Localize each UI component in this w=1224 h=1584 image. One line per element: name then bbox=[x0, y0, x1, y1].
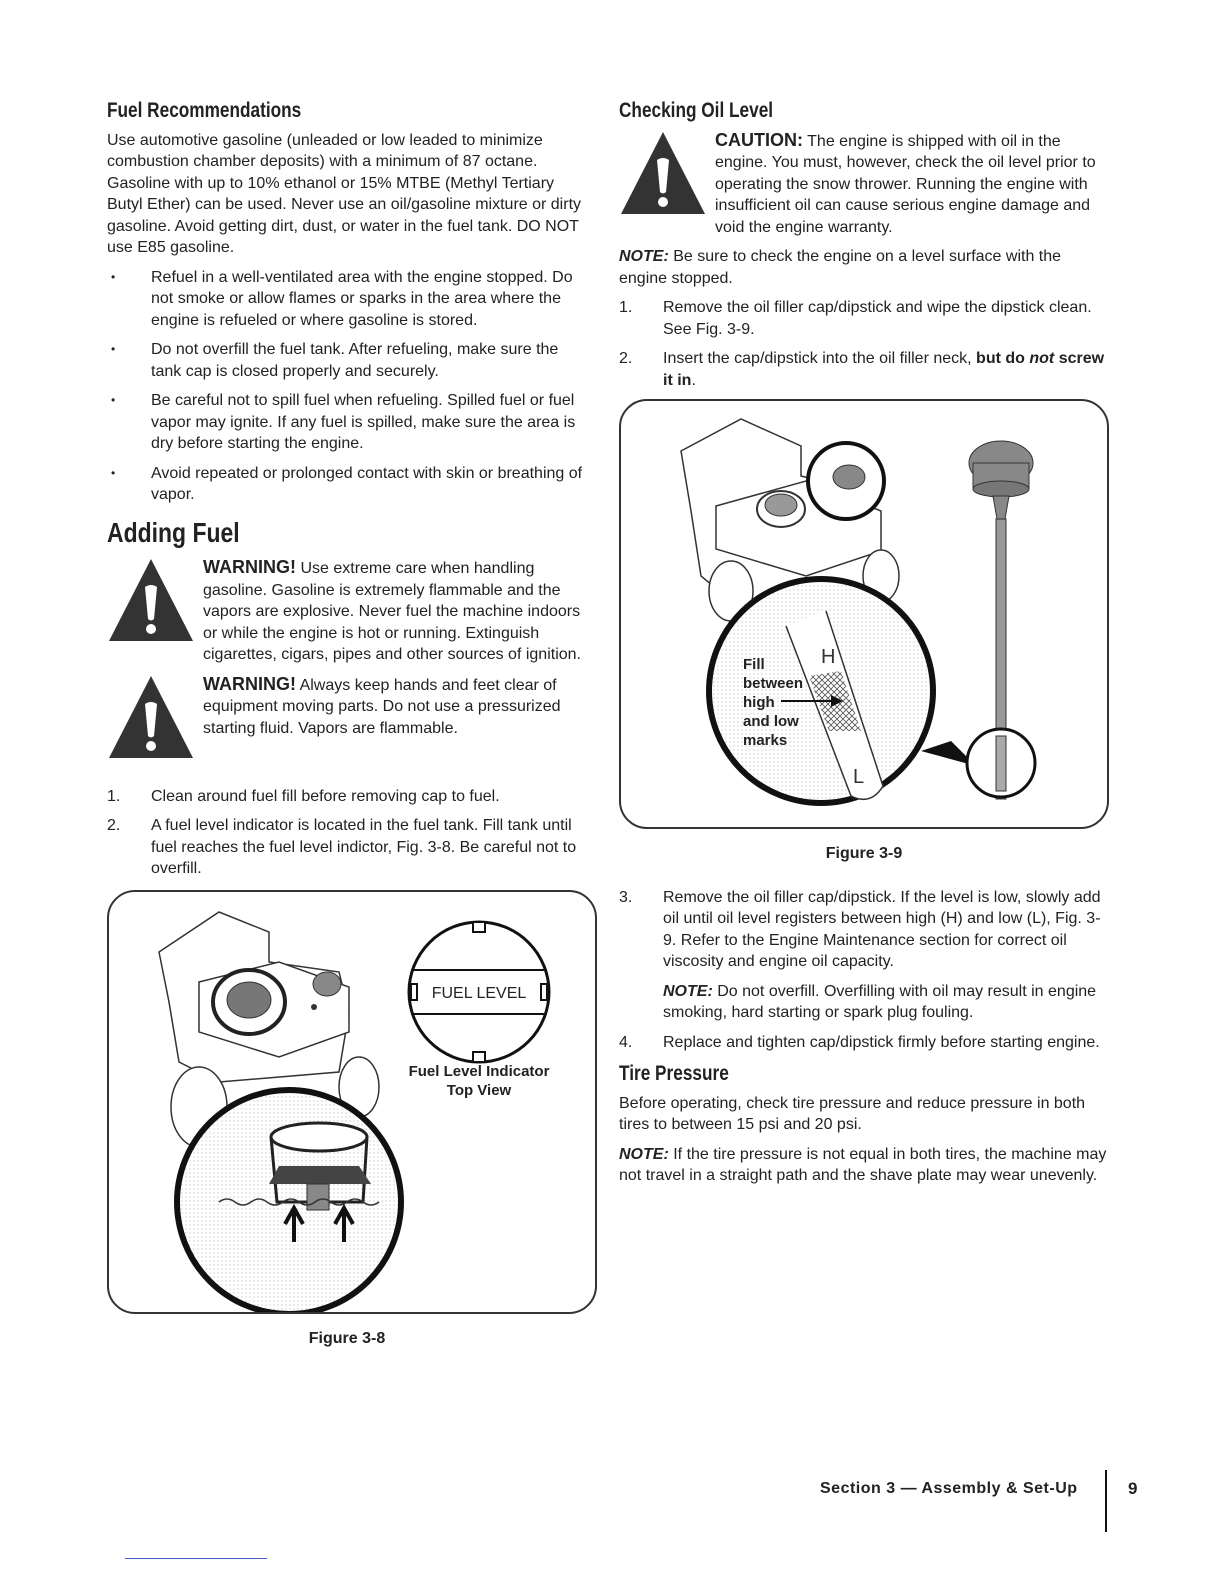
checking-oil-level-heading: Checking Oil Level bbox=[619, 99, 774, 122]
list-item bbox=[619, 297, 1109, 340]
warning-2-body: Always keep hands and feet clear of equipment moving parts. Do not use a pressurized starting fluid. Vapors are flammable. bbox=[203, 676, 561, 737]
fuel-recommendations-paragraph: Use automotive gasoline (unleaded or low leaded to minimize combustion chamber deposits) with a minimum of 87 octane. Gasoline with up to 10% ethanol or 15% MTBE (Methyl Tertiary Butyl Ether) can be used. Never use an oil/gasoline mixture or dirty gasoline. Avoid getting dirt, dust, or water in the fuel tank. DO NOT use E85 gasoline. bbox=[107, 131, 582, 256]
list-item bbox=[619, 1032, 1109, 1054]
fill-instruction-line: between bbox=[743, 675, 804, 692]
list-item: • Be careful not to spill fuel when refueling. Spilled fuel or fuel vapor may ignite. If any fuel is spilled, make sure the area is dry before starting the engine. bbox=[107, 390, 587, 455]
fill-instruction-line: high bbox=[743, 694, 775, 711]
list-item bbox=[619, 981, 1109, 1024]
step-text: Replace and tighten cap/dipstick firmly before starting engine. bbox=[663, 1033, 1100, 1051]
step-number: 1. bbox=[107, 787, 121, 805]
step-end: . bbox=[691, 371, 696, 389]
tire-pressure-heading: Tire Pressure bbox=[619, 1062, 729, 1085]
list-item bbox=[619, 887, 1109, 973]
step-number: 2. bbox=[107, 817, 121, 834]
dipstick-illustration bbox=[621, 401, 1107, 827]
note-label: NOTE: bbox=[619, 248, 669, 265]
step-bold: but do bbox=[976, 350, 1025, 367]
warning-2-text bbox=[195, 674, 587, 760]
caution-text bbox=[707, 130, 1109, 239]
fill-instruction-line: marks bbox=[743, 732, 788, 749]
bottom-rule bbox=[125, 1558, 267, 1559]
fuel-tank-illustration bbox=[109, 892, 595, 1312]
figure-3-8 bbox=[107, 890, 597, 1314]
figure-3-9 bbox=[619, 399, 1109, 829]
high-mark-label: H bbox=[821, 646, 836, 668]
step-bold-end: screw it in bbox=[663, 350, 1105, 389]
caution-triangle-icon bbox=[619, 130, 707, 216]
adding-fuel-heading: Adding Fuel bbox=[107, 516, 240, 548]
warning-2-label: WARNING! bbox=[203, 673, 296, 694]
step-number: 2. bbox=[619, 350, 633, 367]
footer-divider bbox=[1105, 1470, 1107, 1532]
oil-steps-3-4 bbox=[619, 887, 1109, 1054]
warning-1-body: Use extreme care when handling gasoline. Gasoline is extremely flammable and the vapors are explosive. Never fuel the machine indoors or while the engine is hot or running. Extinguish cigarettes, cigars, pipes and other sources of ignition. bbox=[203, 560, 581, 663]
tire-pressure-paragraph: Before operating, check tire pressure and reduce pressure in both tires to between 15 psi and 20 psi. bbox=[619, 1094, 1086, 1133]
fill-instruction-line: Fill bbox=[743, 656, 765, 673]
fuel-recommendations-heading: Fuel Recommendations bbox=[107, 99, 302, 122]
note-label: NOTE: bbox=[619, 1145, 669, 1163]
warning-block-2 bbox=[107, 674, 587, 760]
section-footer: Section 3 — Assembly & Set-Up bbox=[820, 1480, 1078, 1497]
right-column bbox=[619, 100, 1109, 1195]
fuel-level-indicator-label: Fuel Level Indicator bbox=[408, 1062, 550, 1080]
step-number: 1. bbox=[619, 299, 633, 316]
step-text: Insert the cap/dipstick into the oil filler neck, bbox=[663, 350, 972, 367]
list-item: • Avoid repeated or prolonged contact with skin or breathing of vapor. bbox=[107, 463, 587, 506]
list-item: • Refuel in a well-ventilated area with the engine stopped. Do not smoke or allow flames or sparks in the area where the engine is refueled or where gasoline is stored. bbox=[107, 267, 587, 332]
step-text: A fuel level indicator is located in the fuel tank. Fill tank until fuel reaches the fuel level indictor, Fig. 3-8. Be careful not to overfill. bbox=[151, 817, 577, 877]
list-item bbox=[107, 815, 587, 880]
caution-body: The engine is shipped with oil in the engine. You must, however, check the oil level prior to operating the snow thrower. Running the engine with insufficient oil can cause serious engine damage and void the engine warranty. bbox=[715, 132, 1096, 236]
warning-triangle-icon bbox=[107, 674, 195, 760]
fuel-level-gauge-label: FUEL LEVEL bbox=[431, 984, 527, 1002]
note-level-surface bbox=[619, 246, 1109, 289]
warning-triangle-icon bbox=[107, 557, 195, 643]
step-number: 4. bbox=[619, 1033, 633, 1051]
step-text: Remove the oil filler cap/dipstick. If the level is low, slowly add oil until oil level registers between high (H) and low (L), Fig. 3-9. Refer to the Engine Maintenance section for correct oil viscosity and engine oil capacity. bbox=[663, 888, 1101, 970]
fill-instruction-line: and low bbox=[743, 713, 799, 730]
note-tire-pressure bbox=[619, 1144, 1109, 1187]
page-number: 9 bbox=[1128, 1479, 1138, 1498]
note-text: Be sure to check the engine on a level surface with the engine stopped. bbox=[619, 248, 1062, 287]
adding-fuel-steps bbox=[107, 786, 587, 880]
step-text: Remove the oil filler cap/dipstick and wipe the dipstick clean. See Fig. 3-9. bbox=[663, 299, 1092, 338]
oil-steps-1-2 bbox=[619, 297, 1109, 391]
left-column bbox=[107, 100, 587, 1349]
step-number: 3. bbox=[619, 888, 633, 906]
step-bold-italic: not bbox=[1029, 350, 1055, 367]
step-text: Clean around fuel fill before removing cap to fuel. bbox=[151, 787, 500, 805]
note-text: Do not overfill. Overfilling with oil may result in engine smoking, hard starting or spark plug fouling. bbox=[663, 982, 1097, 1021]
fuel-safety-list bbox=[107, 267, 587, 506]
list-item bbox=[619, 348, 1109, 391]
figure-3-9-caption: Figure 3-9 bbox=[825, 845, 903, 862]
note-text: If the tire pressure is not equal in both tires, the machine may not travel in a straight path and the shave plate may wear unevenly. bbox=[619, 1145, 1107, 1184]
low-mark-label: L bbox=[853, 766, 865, 788]
top-view-label: Top View bbox=[446, 1081, 512, 1099]
warning-1-text bbox=[195, 557, 587, 666]
caution-label: CAUTION: bbox=[715, 129, 803, 150]
list-item: • Do not overfill the fuel tank. After refueling, make sure the tank cap is closed properly and securely. bbox=[107, 339, 587, 382]
note-label: NOTE: bbox=[663, 982, 713, 1000]
warning-block-1 bbox=[107, 557, 587, 666]
list-item bbox=[107, 786, 587, 808]
caution-block bbox=[619, 130, 1109, 239]
figure-3-8-caption: Figure 3-8 bbox=[308, 1329, 386, 1347]
warning-1-label: WARNING! bbox=[203, 557, 296, 577]
